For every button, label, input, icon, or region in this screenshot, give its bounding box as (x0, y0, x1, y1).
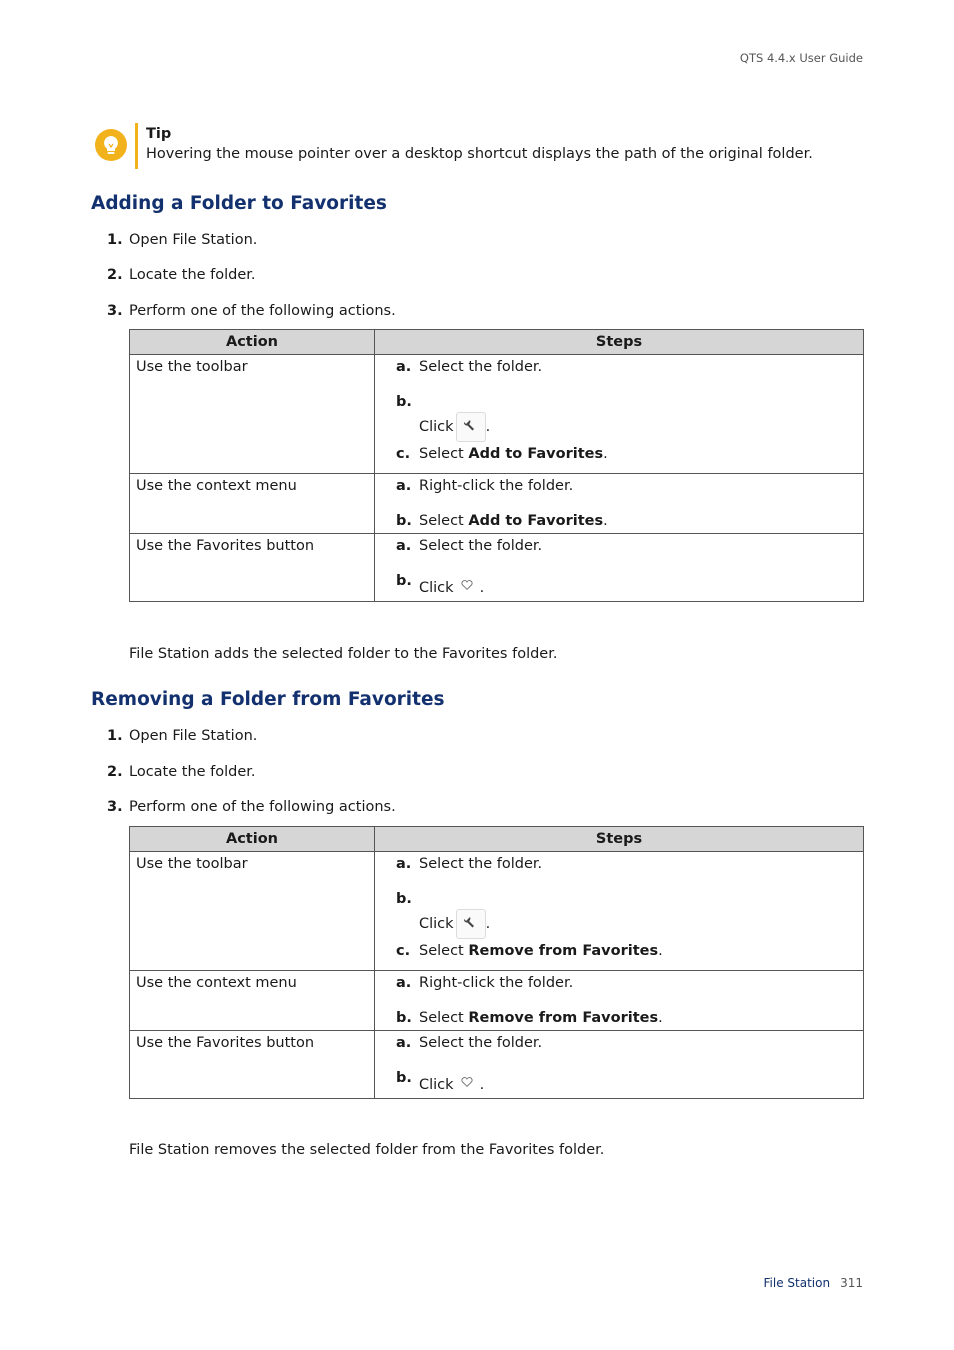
step-item: 3. Perform one of the following actions. (107, 799, 396, 815)
action-cell: Use the Favorites button (130, 1031, 375, 1099)
tip-text: Hovering the mouse pointer over a desktop shortcut displays the path of the original folder. (146, 146, 813, 162)
section-heading-add: Adding a Folder to Favorites (91, 193, 387, 214)
table-row (130, 971, 864, 1031)
guide-title: QTS 4.4.x User Guide (739, 51, 863, 65)
lightbulb-icon (95, 129, 127, 161)
step-item: 2. Locate the folder. (107, 267, 256, 283)
wrench-icon (456, 412, 486, 442)
step-item: 1. Open File Station. (107, 232, 258, 248)
tip-title: Tip (146, 126, 172, 142)
steps-cell: a. Right-click the folder. b. Select Remove from Favorites. (375, 971, 864, 1031)
steps-cell: a. Select the folder. b. Click . c. Select Remove from Favorites. (375, 852, 864, 971)
page-footer (764, 1276, 863, 1290)
footer-section: File Station (763, 1276, 831, 1290)
result-text: File Station removes the selected folder from the Favorites folder. (129, 1142, 605, 1158)
tip-box (95, 123, 875, 169)
steps-cell: a. Right-click the folder. b. Select Add to Favorites. (375, 474, 864, 534)
column-header-action: Action (130, 330, 375, 355)
steps-cell: a. Select the folder. b. Click . (375, 534, 864, 602)
action-cell: Use the context menu (130, 971, 375, 1031)
action-cell: Use the context menu (130, 474, 375, 534)
column-header-steps: Steps (375, 330, 864, 355)
table-row (130, 355, 864, 474)
action-cell: Use the toolbar (130, 852, 375, 971)
actions-table-remove (129, 826, 864, 1099)
heart-outline-icon (460, 578, 476, 594)
wrench-icon (456, 909, 486, 939)
result-text: File Station adds the selected folder to the Favorites folder. (129, 646, 558, 662)
column-header-steps: Steps (375, 827, 864, 852)
section-heading-remove: Removing a Folder from Favorites (91, 689, 445, 710)
page-number: 311 (840, 1276, 863, 1290)
table-row (130, 1031, 864, 1099)
actions-table-add (129, 329, 864, 602)
heart-outline-icon (460, 1075, 476, 1091)
column-header-action: Action (130, 827, 375, 852)
step-item: 2. Locate the folder. (107, 764, 256, 780)
tip-accent-bar (135, 123, 138, 169)
action-cell: Use the Favorites button (130, 534, 375, 602)
step-item: 1. Open File Station. (107, 728, 258, 744)
steps-cell: a. Select the folder. b. Click . c. Select Add to Favorites. (375, 355, 864, 474)
steps-cell: a. Select the folder. b. Click . (375, 1031, 864, 1099)
table-row (130, 474, 864, 534)
step-item: 3. Perform one of the following actions. (107, 303, 396, 319)
action-cell: Use the toolbar (130, 355, 375, 474)
table-row (130, 534, 864, 602)
table-row (130, 852, 864, 971)
